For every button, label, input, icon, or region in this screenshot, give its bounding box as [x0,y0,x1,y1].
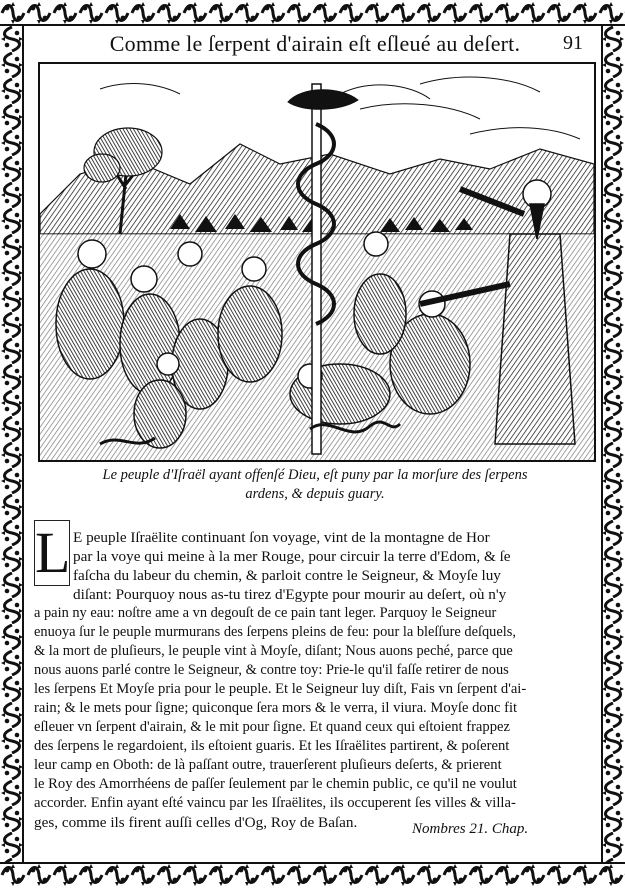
body-line: les ſerpens Et Moyſe pria pour le peuple. Et le Seigneur luy diſt, Fais vn ſerpent d'ai- [34,681,527,697]
body-line: eſleuer vn ſerpent d'airain, & le mit pour ſigne. Et quand ceux qui eſtoient frappez [34,719,510,735]
ornament-pattern-right [601,26,625,862]
body-line: accorder. Enfin ayant eſté vaincu par les Iſraëlites, ils occuperent ſes villes & villa- [34,795,516,811]
scripture-reference: Nombres 21. Chap. [412,821,529,837]
drop-cap-letter: L [35,520,71,585]
body-line: leur camp en Oboth: de là paſſant outre, trauerſerent pluſieurs deſerts, & prierent [34,757,502,773]
ornament-pattern-bottom [0,862,625,890]
caption-line: ardens, & depuis guary. [245,486,385,502]
body-line: a pain ny eau: noſtre ame a vn degouſt de ce pain tant leger. Parquoy le Seigneur [34,605,497,621]
body-line: des ſerpens le regardoient, ils eſtoient guaris. Et les Iſraëlites partirent, & poſerent [34,738,510,754]
body-line: rain; & le mets pour ſigne; quiconque ſera mors & le verra, il viura. Moyſe donc fit [34,700,518,716]
drop-cap [34,520,70,586]
body-line: par la voye qui meine à la mer Rouge, pour circuir la terre d'Edom, & ſe [73,548,511,565]
ornament-pattern-top [0,0,625,26]
body-line: E peuple Iſraëlite continuant ſon voyage, vint de la montagne de Hor [73,529,490,546]
woodcut-scene [40,64,594,460]
body-line: enuoya ſur le peuple murmurans des ſerpens pleins de feu: pour la bleſſure deſquels, [34,624,516,640]
ornamental-border-top [0,0,625,26]
body-line: nous auons parlé contre le Seigneur, & contre toy: Prie-le qu'il faſſe retirer de nous [34,662,509,678]
woodcut-illustration [38,62,596,462]
ornamental-border-left [0,26,24,862]
page-title: Comme le ſerpent d'airain eſt eſleué au deſert. [109,31,521,56]
ornamental-border-bottom [0,862,625,890]
body-line: faſcha du labeur du chemin, & parloit contre le Seigneur, & Moyſe luy [73,567,501,584]
body-line: le Roy des Amorrhéens de paſſer ſeulement par le chemin public, ce qu'il ne voulut [34,776,517,792]
body-line: ges, comme ils firent auſſi celles d'Og, Roy de Baſan. [34,814,358,831]
ornament-pattern-left [0,26,24,862]
page-number: 91 [563,32,583,54]
body-line: & la mort de pluſieurs, le peuple vint à Moyſe, diſant; Nous auons peché, parce que [34,643,513,659]
illustration-caption [60,466,570,504]
sky-clouds [100,77,580,139]
body-line: diſant: Pourquoy nous as-tu tirez d'Egypte pour mourir au deſert, où n'y [73,586,507,603]
caption-line: Le peuple d'Iſraël ayant offenſé Dieu, eſt puny par la morſure des ſerpens [102,467,528,483]
ornamental-border-right [601,26,625,862]
